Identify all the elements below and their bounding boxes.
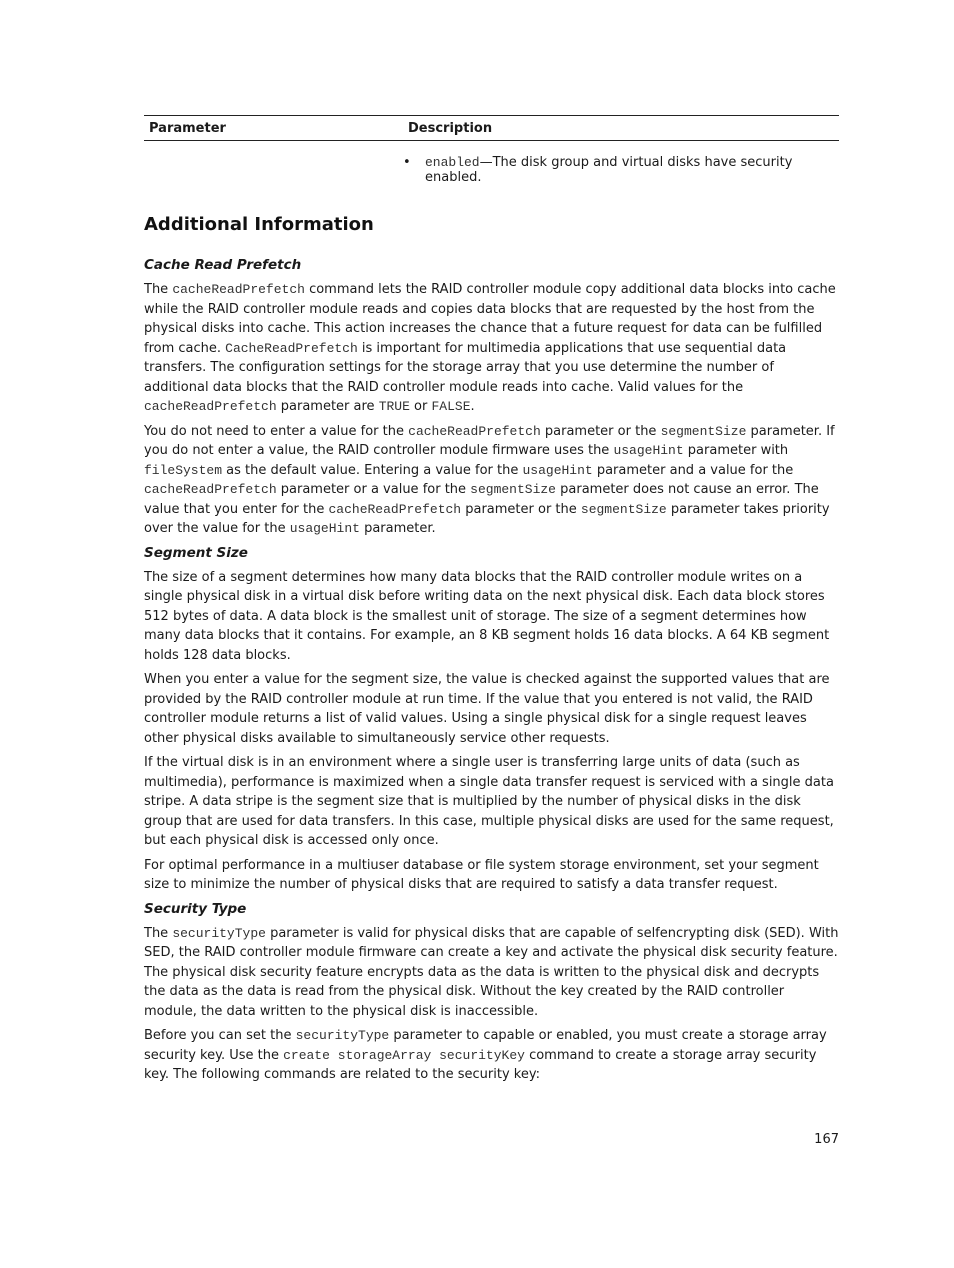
code: fileSystem [144, 462, 223, 478]
text: The [144, 282, 173, 297]
parameter-table [144, 115, 839, 185]
code: create storageArray securityKey [283, 1047, 525, 1063]
text: parameter to capable or enabled, you must create a storage array security key. Use the [144, 1028, 827, 1063]
page-number: 167 [814, 1132, 839, 1147]
paragraph-cache-2 [144, 422, 839, 539]
bullet-icon: • [403, 155, 411, 170]
subheading-cache-read-prefetch: Cache Read Prefetch [144, 257, 302, 273]
text: parameter takes priority over the value for the [144, 501, 830, 536]
text: parameter with [683, 443, 789, 458]
text: The [144, 925, 173, 941]
code: cacheReadPrefetch [408, 423, 541, 439]
code: CacheReadPrefetch [225, 340, 358, 356]
text: You do not need to enter a value for the [144, 423, 409, 439]
code: securityType [295, 1028, 390, 1043]
code: TRUE [378, 399, 410, 414]
code: cacheReadPrefetch [172, 282, 305, 297]
text: or [409, 399, 432, 414]
code: cacheReadPrefetch [144, 399, 277, 414]
row-text: —The disk group and virtual disks have security enabled. [425, 155, 793, 185]
text: parameter. If you do not enter a value, the RAID controller module firmware uses the [144, 423, 835, 458]
paragraph-segment-3: If the virtual disk is in an environment where a single user is transferring large units of data (such as multimedia), performance is maximized when a single data transfer request is serviced with a single data stripe. A data stripe is the segment size that is multiplied by the number of physical disks in the disk group that are used for data transfers. In this case, multiple physical disks are used for the same request, but each physical disk is accessed only once. [144, 755, 834, 848]
paragraph-segment-4: For optimal performance in a multiuser database or file system storage environment, set your segment size to minimize the number of physical disks that are required to satisfy a data transfer request. [144, 857, 819, 892]
table-row [144, 155, 839, 185]
text: parameter or a value for the [276, 482, 471, 497]
text: . [470, 399, 475, 414]
text: parameter is valid for physical disks that are capable of selfencrypting disk (SED). With SED, the RAID controller module firmware can create a key and activate the physical disk security feature. The physical disk security feature encrypts data as the data is written to the physical disk and decrypts the data as the data is read from the physical disk. Without the key created by the RAID controller module, the data written to the physical disk is inaccessible. [144, 925, 839, 1019]
table-header [144, 115, 839, 141]
code: cacheReadPrefetch [144, 482, 277, 497]
text: command to create a storage array security key. The following commands are related to the security key: [144, 1047, 817, 1082]
code: segmentSize [580, 501, 667, 517]
text: command lets the RAID controller module copy additional data blocks into cache while the RAID controller module reads and copies data blocks that are requested by the host from the physical disks into cache. This action increases the chance that a future request for data can be fulfilled from cache. [144, 282, 836, 356]
text: parameter. [359, 521, 436, 536]
code: usageHint [613, 443, 684, 458]
paragraph-cache-1 [144, 280, 839, 417]
row-description-cell [403, 155, 839, 185]
paragraph-segment-1: The size of a segment determines how many data blocks that the RAID controller module writes on a single physical disk in a virtual disk before writing data on the next physical disk. Each data block stores 512 bytes of data. A data block is the smallest unit of storage. The size of a segment determines how many data blocks that it contains. For example, an 8 KB segment holds 16 data blocks. A 64 KB segment holds 128 data blocks. [144, 569, 830, 663]
text: parameter or the [540, 423, 661, 439]
paragraph-security-2 [144, 1026, 839, 1085]
code-enabled: enabled [425, 155, 480, 170]
code: cacheReadPrefetch [328, 501, 462, 517]
text: parameter or the [461, 501, 581, 517]
header-parameter: Parameter [149, 120, 226, 136]
section-content [144, 256, 839, 1090]
text: parameter are [276, 399, 379, 414]
paragraph-segment-2: When you enter a value for the segment size, the value is checked against the supported values that are provided by the RAID controller module at run time. If the value that you entered is not valid, the RAID controller module returns a list of valid values. Using a single physical disk for a single request leaves other physical disks available to simultaneously service other requests. [144, 672, 830, 746]
code: usageHint [289, 521, 360, 536]
code: FALSE [431, 399, 471, 414]
subheading-security-type: Security Type [144, 900, 247, 917]
code: segmentSize [660, 423, 747, 439]
paragraph-security-1 [144, 924, 839, 1022]
text: as the default value. Entering a value for the [222, 462, 523, 478]
row-parameter-cell [144, 155, 403, 185]
code: securityType [172, 925, 266, 941]
header-description: Description [408, 120, 493, 136]
text: parameter does not cause an error. The value that you enter for the [144, 482, 819, 517]
text: Before you can set the [144, 1028, 296, 1043]
text: is important for multimedia applications that use sequential data transfers. The configuration settings for the storage array that you use determine the number of additional data blocks that the RAID controller module reads into cache. Valid values for the [144, 340, 787, 395]
code: usageHint [522, 462, 593, 478]
subheading-segment-size: Segment Size [144, 544, 248, 561]
code: segmentSize [470, 482, 556, 497]
text: parameter and a value for the [592, 462, 794, 478]
section-heading: Additional Information [144, 214, 374, 235]
